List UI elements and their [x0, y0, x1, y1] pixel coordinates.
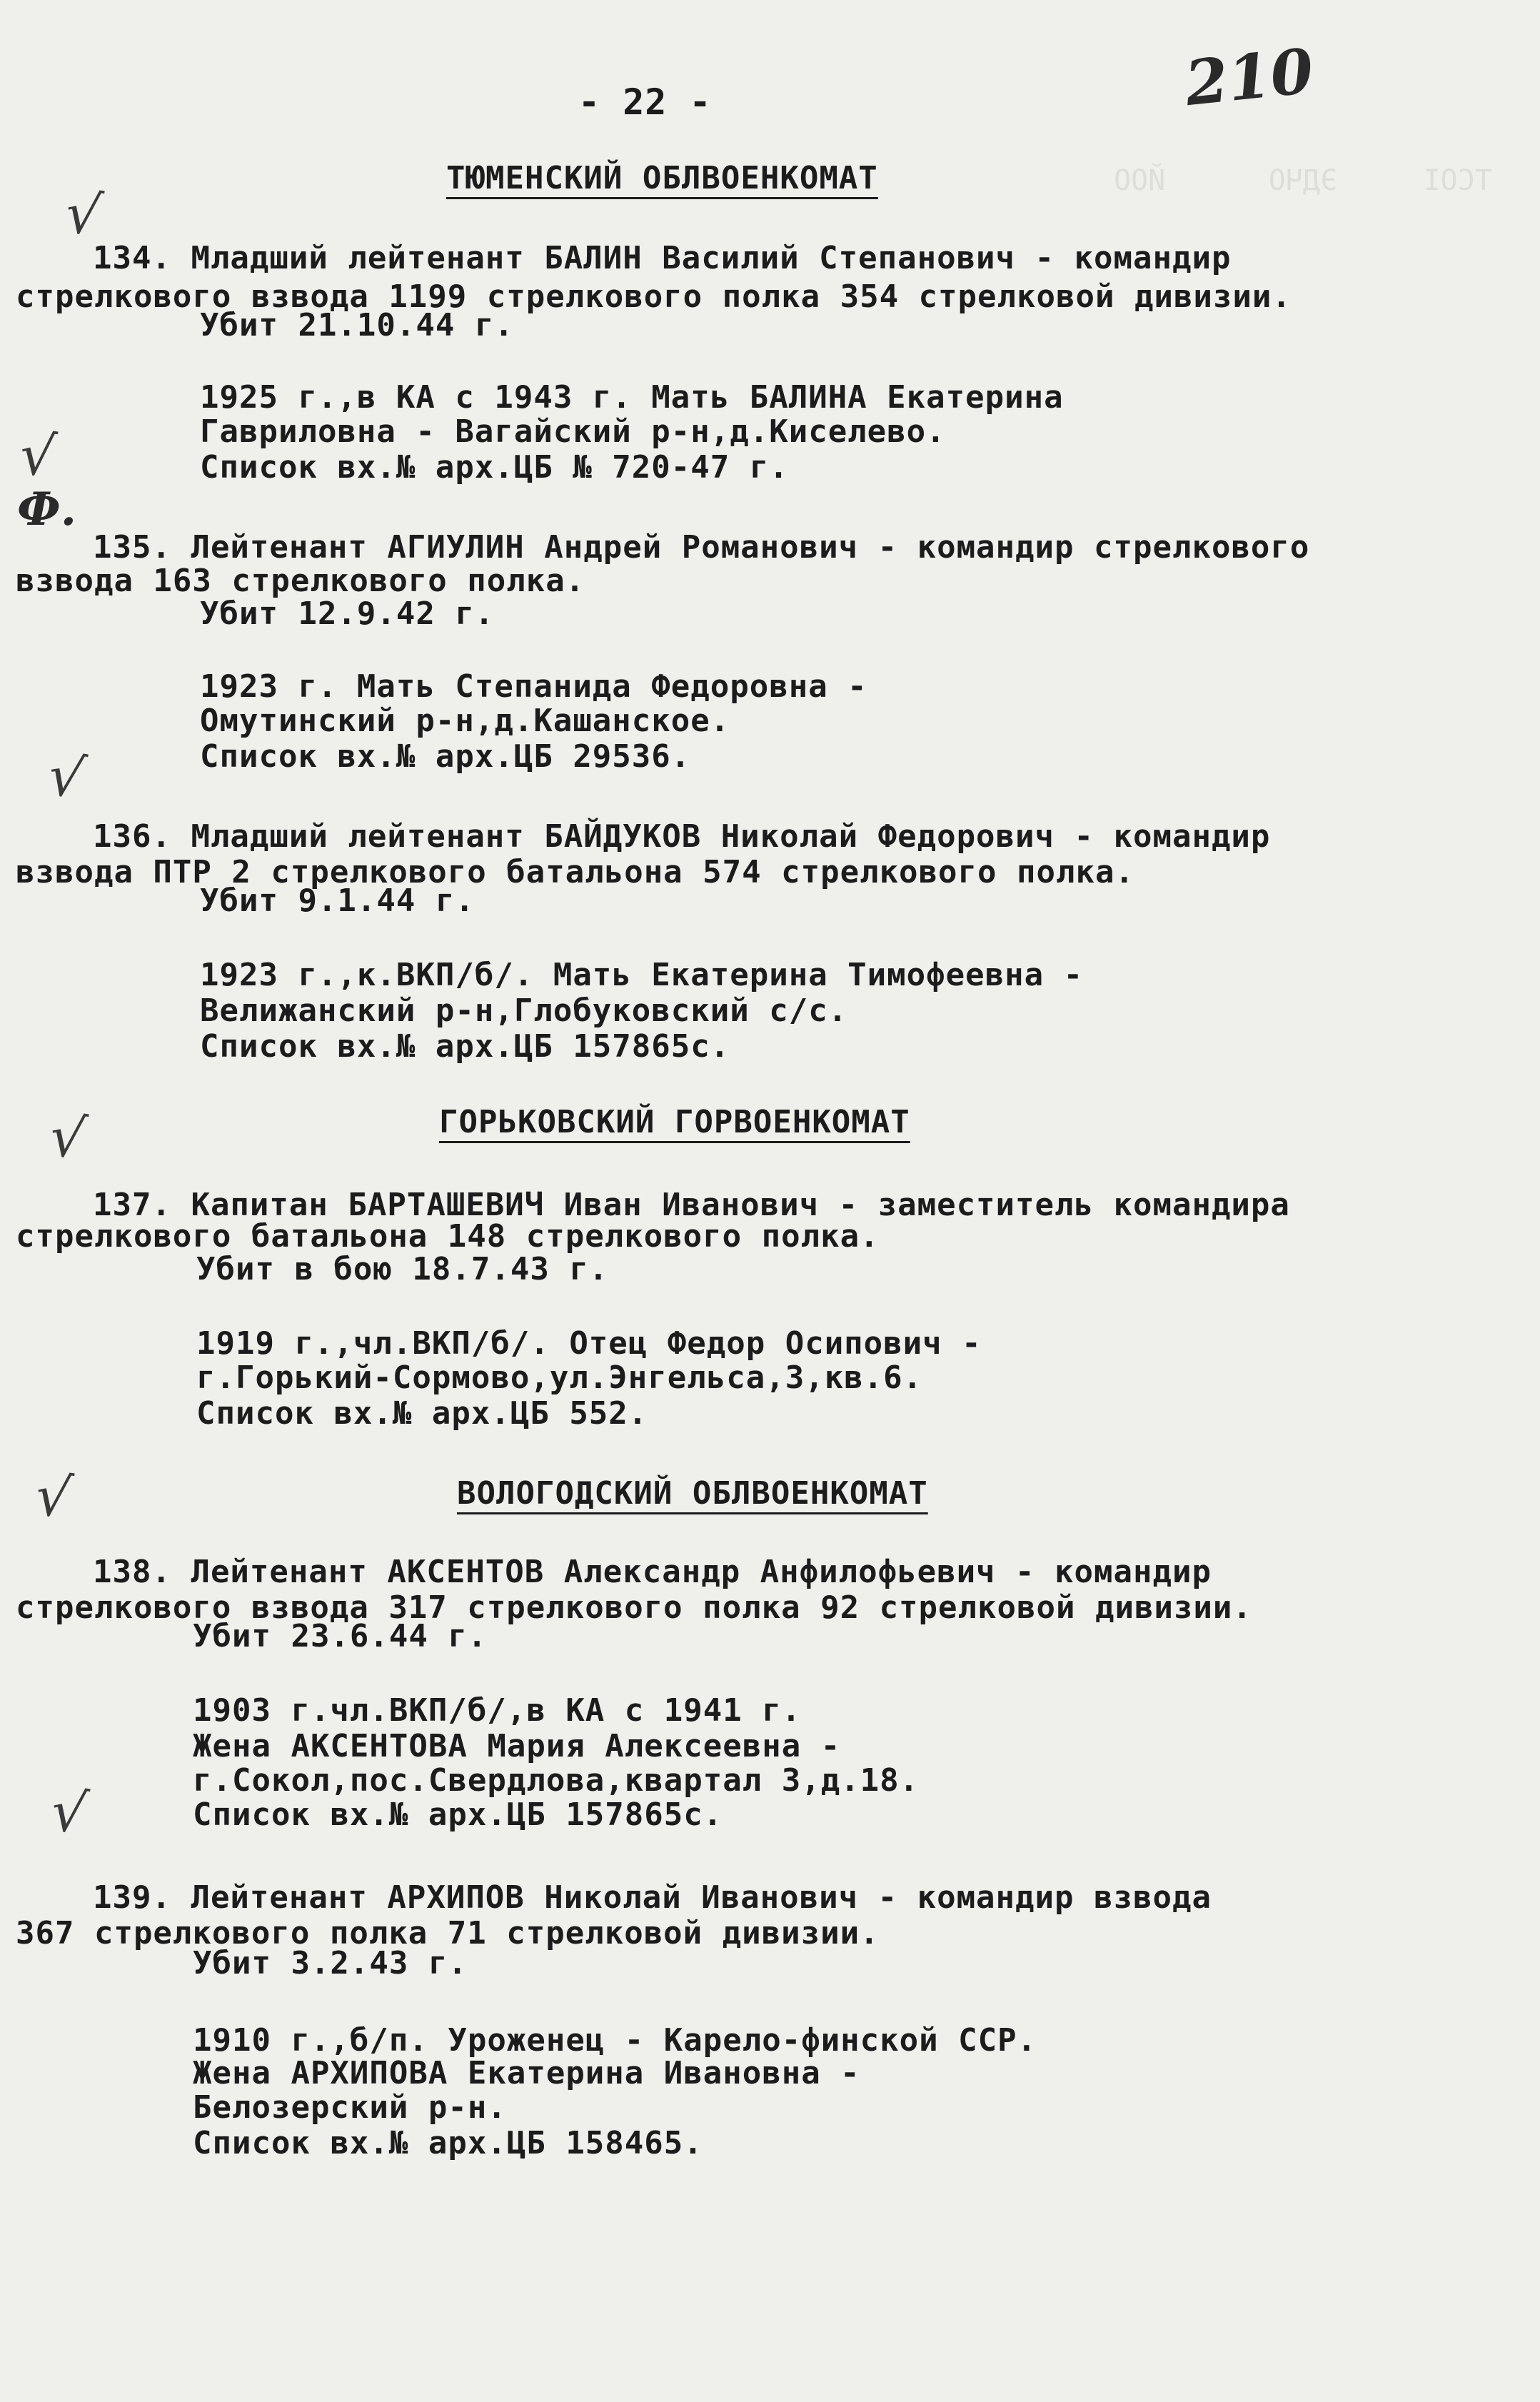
- entry-135-line-6: Список вх.№ арх.ЦБ 29536.: [200, 738, 691, 775]
- entry-137-line-2: стрелкового батальона 148 стрелкового полка.: [16, 1218, 880, 1255]
- entry-139-line-2: 367 стрелкового полка 71 стрелковой дивизии.: [16, 1915, 880, 1951]
- entry-137-line-4: 1919 г.,чл.ВКП/б/. Отец Федор Осипович -: [196, 1325, 982, 1362]
- entry-134-line-3: Убит 21.10.44 г.: [200, 307, 514, 343]
- entry-137-line-6: Список вх.№ арх.ЦБ 552.: [196, 1395, 648, 1432]
- entry-136-line-1: 136. Младший лейтенант БАЙДУКОВ Николай Федорович - командир: [93, 818, 1271, 855]
- entry-138-line-5: Жена АКСЕНТОВА Мария Алексеевна -: [193, 1728, 841, 1764]
- entry-139-line-4: 1910 г.,б/п. Уроженец - Карело-финской ССР.: [193, 2022, 1037, 2059]
- entry-139-line-3: Убит 3.2.43 г.: [193, 1945, 468, 1981]
- section-title-gorky: ГОРЬКОВСКИЙ ГОРВОЕНКОМАТ: [439, 1104, 910, 1140]
- check-mark: √: [45, 1103, 90, 1173]
- entry-134-line-4: 1925 г.,в КА с 1943 г. Мать БАЛИНА Екатерина: [200, 379, 1064, 416]
- check-mark: √: [16, 422, 59, 491]
- entry-134-line-6: Список вх.№ арх.ЦБ № 720-47 г.: [200, 449, 789, 486]
- check-mark: √: [61, 180, 106, 250]
- entry-135-line-1: 135. Лейтенант АГИУЛИН Андрей Романович - командир стрелкового: [93, 529, 1310, 566]
- entry-136-line-3: Убит 9.1.44 г.: [200, 883, 475, 919]
- entry-138-line-1: 138. Лейтенант АКСЕНТОВ Александр Анфилофьевич - командир: [93, 1554, 1212, 1590]
- entry-136-line-2: взвода ПТР 2 стрелкового батальона 574 стрелкового полка.: [16, 854, 1134, 890]
- entry-135-line-4: 1923 г. Мать Степанида Федоровна -: [200, 668, 867, 705]
- entry-135-line-2: взвода 163 стрелкового полка.: [16, 563, 585, 599]
- entry-136-line-4: 1923 г.,к.ВКП/б/. Мать Екатерина Тимофеевна -: [200, 957, 1084, 993]
- bleed-through-text: ТСОІ ЭДЧО ЙОО: [1114, 164, 1492, 197]
- check-mark: √: [46, 1778, 91, 1848]
- entry-134-line-2: стрелкового взвода 1199 стрелкового полка 354 стрелковой дивизии.: [16, 278, 1292, 315]
- entry-137-line-5: г.Горький-Сормово,ул.Энгельса,3,кв.6.: [196, 1360, 923, 1396]
- entry-136-line-5: Велижанский р-н,Глобуковский с/с.: [200, 993, 848, 1029]
- entry-137-line-3: Убит в бою 18.7.43 г.: [196, 1251, 609, 1287]
- section-title-tyumen: ТЮМЕНСКИЙ ОБЛВОЕНКОМАТ: [446, 160, 878, 196]
- entry-138-line-4: 1903 г.чл.ВКП/б/,в КА с 1941 г.: [193, 1692, 802, 1729]
- page-number: - 22 -: [578, 81, 712, 123]
- entry-135-line-5: Омутинский р-н,д.Кашанское.: [200, 703, 730, 739]
- entry-139-line-1: 139. Лейтенант АРХИПОВ Николай Иванович - командир взвода: [93, 1879, 1212, 1916]
- entry-136-line-6: Список вх.№ арх.ЦБ 157865с.: [200, 1028, 730, 1065]
- check-mark: √: [43, 743, 90, 813]
- entry-135-line-3: Убит 12.9.42 г.: [200, 596, 495, 632]
- entry-138-line-6: г.Сокол,пос.Свердлова,квартал 3,д.18.: [193, 1762, 920, 1799]
- archive-number: 210: [1182, 34, 1317, 121]
- entry-138-line-7: Список вх.№ арх.ЦБ 157865с.: [193, 1797, 723, 1833]
- check-mark: √: [31, 1462, 76, 1532]
- entry-139-line-7: Список вх.№ арх.ЦБ 158465.: [193, 2125, 703, 2161]
- handwritten-mark: Ф.: [17, 483, 76, 536]
- section-title-vologda: ВОЛОГОДСКИЙ ОБЛВОЕНКОМАТ: [457, 1475, 928, 1512]
- entry-134-line-1: 134. Младший лейтенант БАЛИН Василий Степанович - командир: [93, 240, 1232, 276]
- entry-138-line-3: Убит 23.6.44 г.: [193, 1618, 488, 1654]
- entry-139-line-5: Жена АРХИПОВА Екатерина Ивановна -: [193, 2055, 860, 2091]
- entry-134-line-5: Гавриловна - Вагайский р-н,д.Киселево.: [200, 413, 946, 450]
- entry-137-line-1: 137. Капитан БАРТАШЕВИЧ Иван Иванович - заместитель командира: [93, 1187, 1290, 1223]
- entry-139-line-6: Белозерский р-н.: [193, 2089, 507, 2126]
- entry-138-line-2: стрелкового взвода 317 стрелкового полка 92 стрелковой дивизии.: [16, 1589, 1252, 1626]
